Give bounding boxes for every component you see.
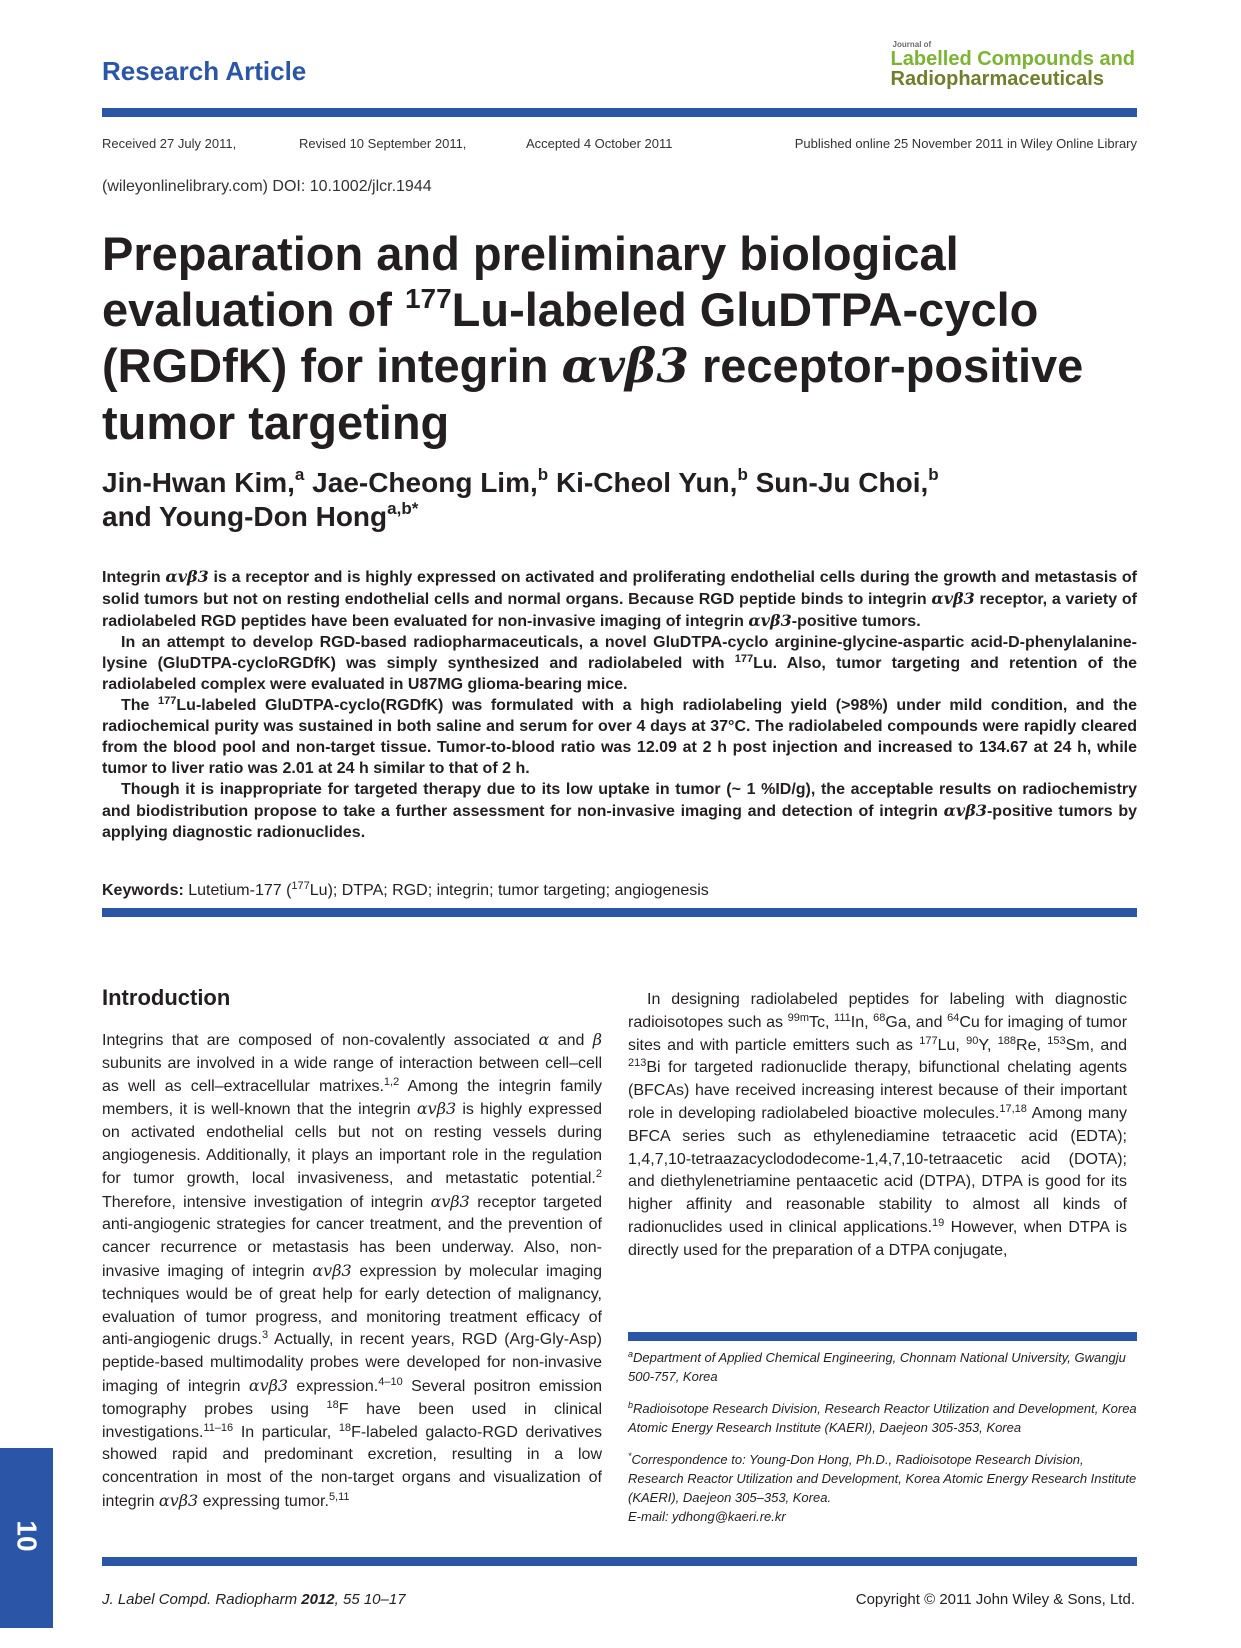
section-label: Research Article xyxy=(102,56,307,86)
author: and Young-Don Hong xyxy=(102,501,388,532)
correspondence: *Correspondence to: Young-Don Hong, Ph.D., Radioisotope Research Division, Research Reactor Utilization and Development, Korea Atomic Energy Research Institute (KAERI), Daejeon 305–353, Korea. E-mail: ydhong@kaeri.re.kr xyxy=(628,1451,1137,1524)
abstract-paragraph: Integrin αvβ3 is a receptor and is highly expressed on activated and proliferating endothelial cells during the growth and metastasis of solid tumors but not on resting endothelial cells and normal organs. Because RGD peptide binds to integrin αvβ3 receptor, a variety of radiolabeled RGD peptides have been evaluated for non-invasive imaging of integrin αvβ3-positive tumors. xyxy=(102,567,1138,630)
abstract-paragraph: Though it is inappropriate for targeted therapy due to its low uptake in tumor (~ 1 %ID/g), the acceptable results on radiochemistry and biodistribution propose to take a further assessment for non-invasive imaging and detection of integrin αvβ3-positive tumors by applying diagnostic radionuclides. xyxy=(102,781,1137,841)
affiliation-a: $^a$Department of Applied Chemical Engineering, Chonnam National University, Gwangju 500-757, Korea xyxy=(628,1349,1126,1384)
affiliation-rule xyxy=(628,1332,1137,1341)
abstract-paragraph: In an attempt to develop RGD-based radiopharmaceuticals, a novel GluDTPA-cyclo arginine-glycine-aspartic acid-D-phenylalanine-lysine (GluDTPA-cycloRGDfK) was simply synthesized and radiolabeled with $^{177}$Lu. Also, tumor targeting and retention of the radiolabeled complex were evaluated in U87MG glioma-bearing mice. xyxy=(102,634,1137,693)
article-title: Preparation and preliminary biological evaluation of $^{177}$Lu-labeled GluDTPA-cyclo (RGDfK) for integrin αvβ3 receptor-positive tumor targeting xyxy=(102,227,1084,449)
author: Jae-Cheong Lim, xyxy=(312,467,538,498)
revised-date: Revised 10 September 2011, xyxy=(299,136,467,151)
abstract xyxy=(102,566,1137,843)
received-date: Received 27 July 2011, xyxy=(102,136,237,151)
published-date: Published online 25 November 2011 in Wiley Online Library xyxy=(794,136,1137,151)
doi: (wileyonlinelibrary.com) DOI: 10.1002/jlcr.1944 xyxy=(102,178,432,195)
affiliations xyxy=(628,1348,1137,1539)
journal-logo-line2: Radiopharmaceuticals xyxy=(890,68,1104,90)
accepted-date: Accepted 4 October 2011 xyxy=(526,136,673,151)
keywords: Keywords: Lutetium-177 ($^{177}$Lu); DTPA; RGD; integrin; tumor targeting; angiogenesis xyxy=(102,880,709,899)
author: Sun-Ju Choi, xyxy=(755,467,929,498)
author: Ki-Cheol Yun, xyxy=(555,467,738,498)
author: Jin-Hwan Kim, xyxy=(102,467,295,498)
author-list: Jin-Hwan Kim,$^a$ Jae-Cheong Lim,$^b$ Ki-Cheol Yun,$^b$ Sun-Ju Choi,$^b$ and Young-Don Hong$^{a,b*}$ xyxy=(102,465,939,532)
journal-logo-small: Journal of xyxy=(892,40,932,49)
body-paragraph: In designing radiolabeled peptides for labeling with diagnostic radioisotopes such as $^{99m}$Tc, $^{111}$In, $^{68}$Ga, and $^{64}$Cu for imaging of tumor sites and with particle emitters such as $^{177}$Lu, $^{90}$Y, $^{188}$Re, $^{153}$Sm, and $^{213}$Bi for targeted radionuclide therapy, bifunctional chelating agents (BFCAs) have received increasing interest because of their important role in developing radiolabeled bioactive molecules.$^{17,18}$ Among many BFCA series such as ethylenediamine tetraacetic acid (EDTA); 1,4,7,10-tetraazacyclododecome-1,4,7,10-tetraacetic acid (DOTA); and diethylenetriamine pentaacetic acid (DTPA), DTPA is good for its higher affinity and reasonable stability to almost all kinds of radionuclides used in clinical applications.$^{19}$ However, when DTPA is directly used for the preparation of a DTPA conjugate, xyxy=(628,991,1128,1259)
section-heading-introduction: Introduction xyxy=(102,985,231,1010)
header-rule xyxy=(102,108,1137,117)
affiliation-b: $^b$Radioisotope Research Division, Research Reactor Utilization and Development, Korea Atomic Energy Research Institute (KAERI), Daejeon 305-353, Korea xyxy=(628,1400,1137,1435)
page-number: 10 xyxy=(11,1520,43,1552)
body-paragraph: Integrins that are composed of non-covalently associated α and β subunits are involved in a wide range of interaction between cell–cell as well as cell–extracellular matrixes.$^{1,2}$ Among the integrin family members, it is well-known that the integrin αvβ3 is highly expressed on activated endothelial cells but not on resting vessels during angiogenesis. Additionally, it plays an important role in the regulation for tumor growth, local invasiveness, and metastatic potential.$^2$ Therefore, intensive investigation of integrin αvβ3 receptor targeted anti-angiogenic strategies for cancer treatment, and the prevention of cancer recurrence or metastasis has been underway. Also, non-invasive imaging of integrin αvβ3 expression by molecular imaging techniques would be of great help for early detection of malignancy, evaluation of tumor progress, and monitoring treatment efficacy of anti-angiogenic drugs.$^3$ Actually, in recent years, RGD (Arg-Gly-Asp) peptide-based multimodality probes were developed for non-invasive imaging of integrin αvβ3 expression.$^{4-10}$ Several positron emission tomography probes using $^{18}$F have been used in clinical investigations.$^{11-16}$ In particular, $^{18}$F-labeled galacto-RGD derivatives showed rapid and predominant excretion, resulting in a low concentration in most of the non-target organs and visualization of integrin αvβ3 expressing tumor.$^{5,11}$ xyxy=(102,1030,603,1510)
body-column-right xyxy=(628,989,1127,1263)
journal-citation: J. Label Compd. Radiopharm 2012, 55 10–17 xyxy=(102,1591,406,1608)
journal-logo-line1: Labelled Compounds and xyxy=(890,48,1135,70)
journal-logo xyxy=(891,40,1135,89)
footer-rule xyxy=(102,1557,1137,1566)
abstract-rule xyxy=(102,908,1137,917)
body-column-left xyxy=(102,1029,602,1514)
correspondence-email: E-mail: ydhong@kaeri.re.kr xyxy=(628,1509,786,1524)
abstract-paragraph: The $^{177}$Lu-labeled GluDTPA-cyclo(RGDfK) was formulated with a high radiolabeling yield (>98%) under mild condition, and the radiochemical purity was sustained in both saline and serum for over 4 days at 37°C. The radiolabeled compounds were rapidly cleared from the blood pool and non-target tissue. Tumor-to-blood ratio was 12.09 at 2 h post injection and increased to 134.67 at 24 h, while tumor to liver ratio was 2.01 at 24 h similar to that of 2 h. xyxy=(102,695,1137,777)
copyright: Copyright © 2011 John Wiley & Sons, Ltd. xyxy=(855,1591,1135,1608)
